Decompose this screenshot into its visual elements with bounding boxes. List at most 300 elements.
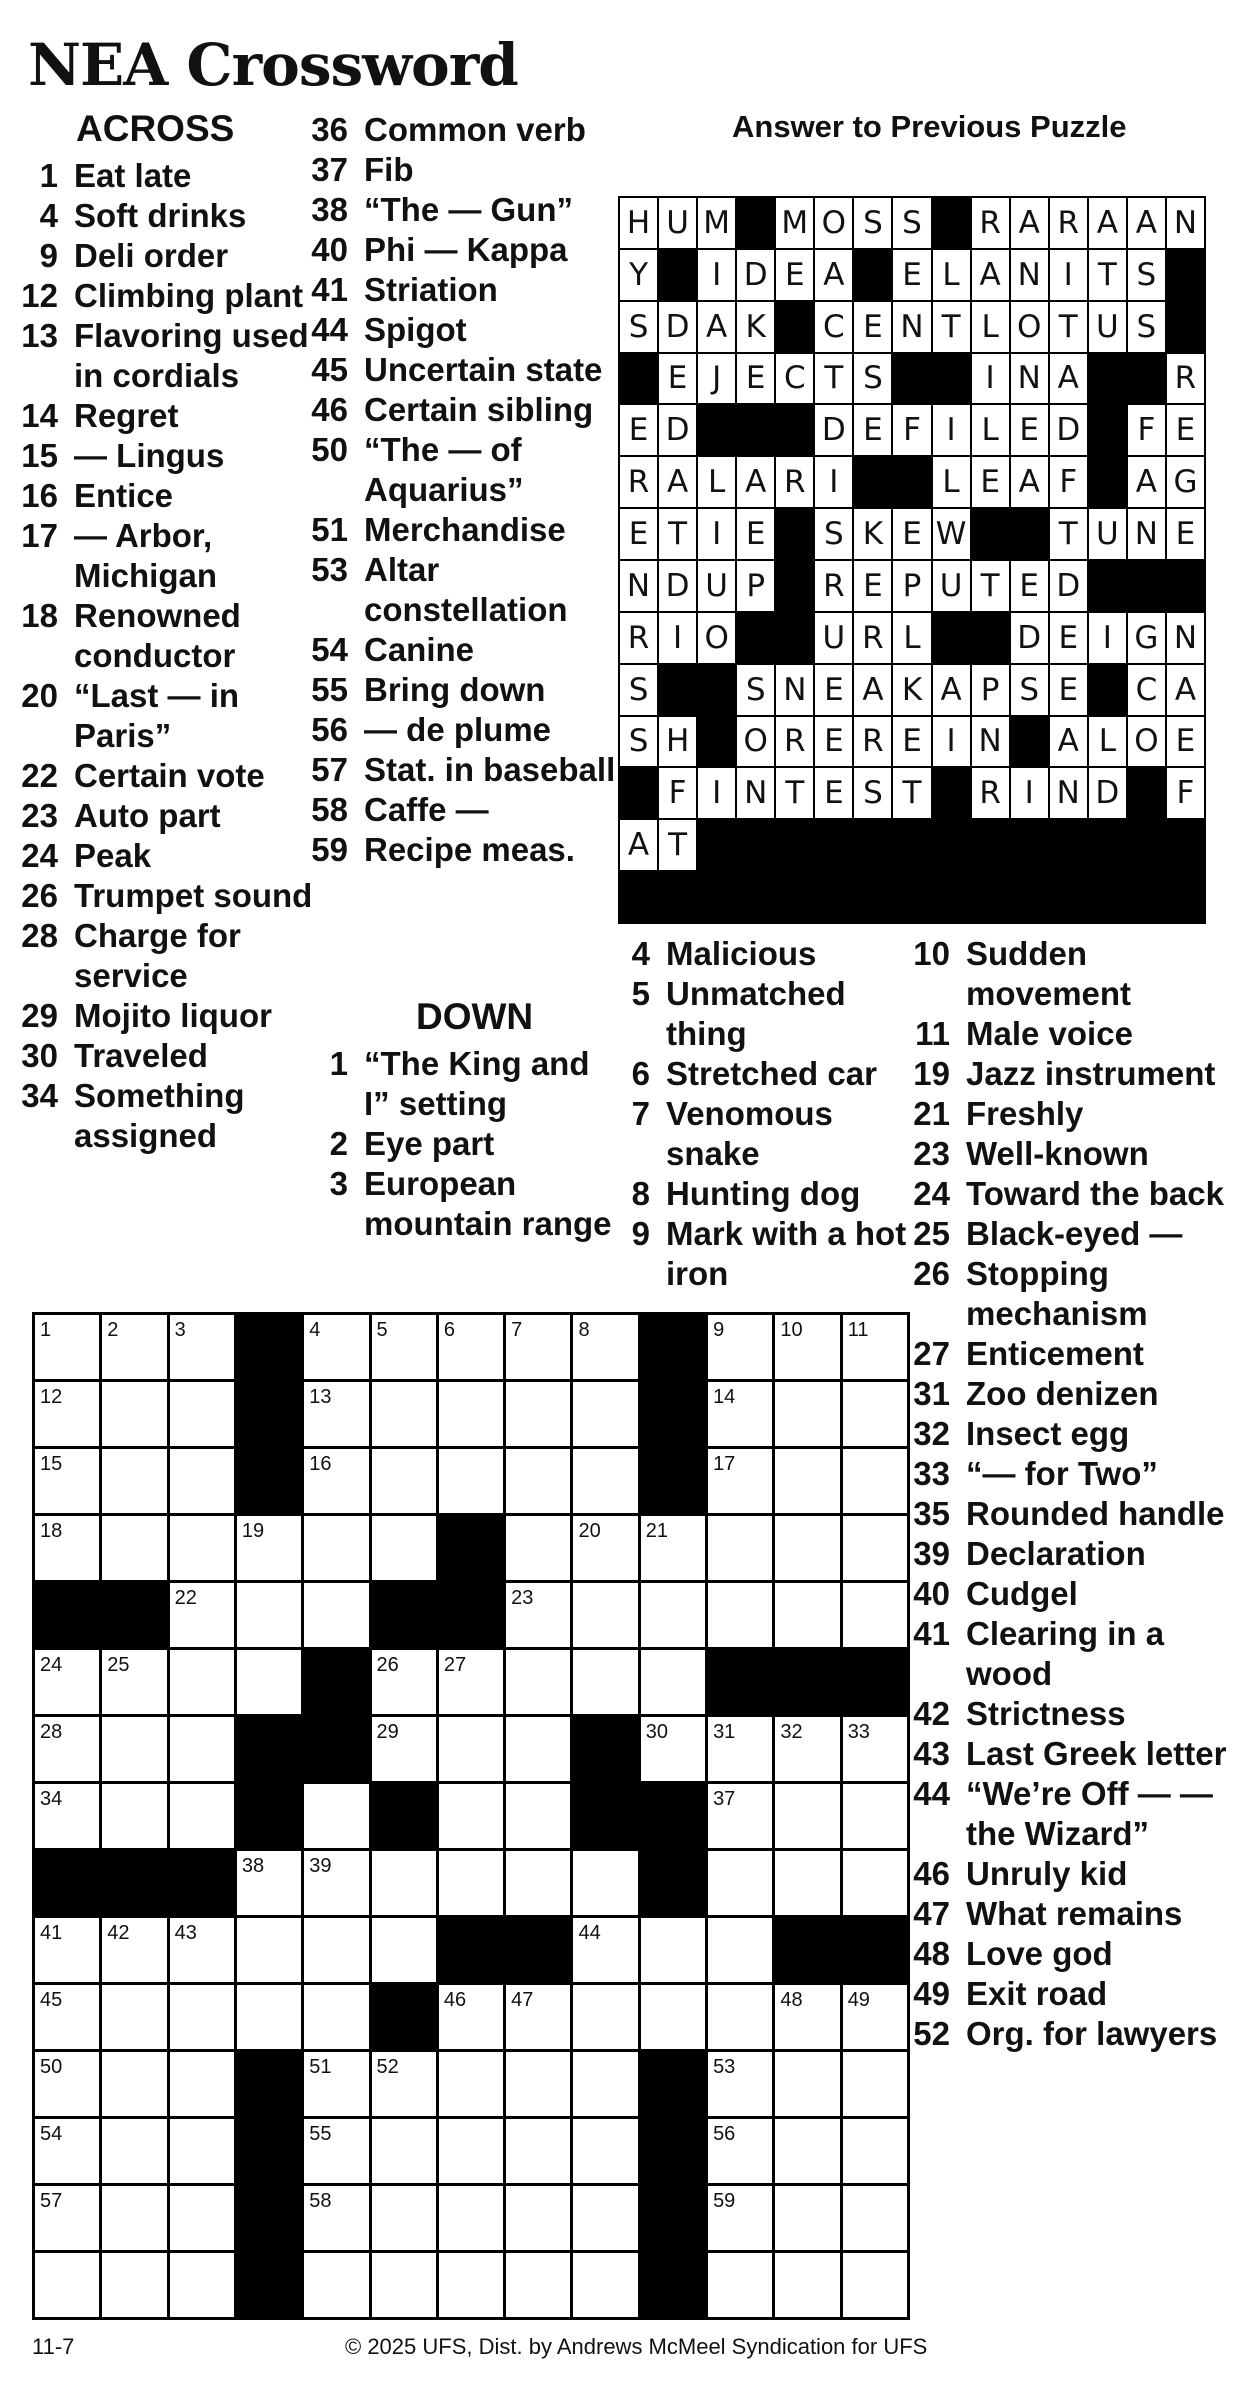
grid-cell[interactable] — [775, 2186, 839, 2250]
grid-cell[interactable] — [506, 1985, 570, 2049]
grid-cell[interactable] — [708, 1449, 772, 1513]
grid-cell[interactable] — [439, 1650, 503, 1714]
grid-cell[interactable] — [170, 2052, 234, 2116]
grid-cell[interactable] — [102, 1717, 166, 1781]
grid-cell[interactable] — [506, 1315, 570, 1379]
answer-letter: S — [815, 509, 852, 559]
grid-black-cell — [641, 1382, 705, 1446]
answer-letter: K — [737, 302, 774, 352]
answer-letter: T — [659, 820, 696, 870]
clue-number: 40 — [913, 1575, 950, 1612]
grid-cell[interactable] — [439, 1315, 503, 1379]
grid-cell[interactable] — [304, 1315, 368, 1379]
clue-number: 19 — [913, 1055, 950, 1092]
grid-cell[interactable] — [35, 2186, 99, 2250]
grid-cell[interactable] — [439, 2253, 503, 2317]
grid-cell[interactable] — [102, 2119, 166, 2183]
grid-cell[interactable] — [775, 1583, 839, 1647]
grid-cell[interactable] — [304, 1382, 368, 1446]
clue-number: 9 — [631, 1215, 650, 1252]
grid-cell[interactable] — [35, 1650, 99, 1714]
answer-black-cell — [659, 250, 696, 300]
clue-number: 16 — [21, 477, 58, 514]
grid-cell[interactable] — [237, 1650, 301, 1714]
answer-black-cell — [737, 198, 774, 248]
grid-cell[interactable] — [573, 1650, 637, 1714]
grid-black-cell — [237, 2052, 301, 2116]
answer-letter: L — [972, 302, 1009, 352]
answer-black-cell — [659, 665, 696, 715]
answer-letter: R — [620, 457, 657, 507]
answer-letter: A — [1167, 665, 1204, 715]
grid-cell[interactable] — [372, 2119, 436, 2183]
grid-black-cell — [237, 1784, 301, 1848]
grid-cell-number: 41 — [40, 1922, 63, 1944]
grid-cell[interactable] — [506, 2119, 570, 2183]
clue-item — [900, 2014, 1245, 2054]
grid-cell[interactable] — [708, 1851, 772, 1915]
grid-cell[interactable] — [843, 1382, 907, 1446]
grid-cell[interactable] — [372, 1717, 436, 1781]
grid-cell[interactable] — [843, 2186, 907, 2250]
grid-cell[interactable] — [439, 1784, 503, 1848]
grid-cell[interactable] — [372, 1516, 436, 1580]
grid-cell[interactable] — [843, 1784, 907, 1848]
grid-cell[interactable] — [573, 2052, 637, 2116]
answer-letter: D — [737, 250, 774, 300]
answer-letter: O — [1011, 302, 1048, 352]
answer-letter: U — [815, 613, 852, 663]
grid-cell[interactable] — [304, 2052, 368, 2116]
answer-letter: T — [659, 509, 696, 559]
clue-number: 26 — [21, 877, 58, 914]
grid-cell[interactable] — [35, 1382, 99, 1446]
grid-cell-number: 3 — [174, 1319, 186, 1341]
grid-black-cell — [372, 1583, 436, 1647]
grid-cell[interactable] — [843, 2253, 907, 2317]
clue-item — [900, 934, 1245, 1014]
grid-cell[interactable] — [506, 1650, 570, 1714]
grid-cell[interactable] — [170, 2119, 234, 2183]
grid-cell[interactable] — [237, 1918, 301, 1982]
grid-cell-number: 22 — [174, 1587, 197, 1609]
grid-cell[interactable] — [843, 1717, 907, 1781]
grid-cell[interactable] — [843, 2052, 907, 2116]
grid-cell[interactable] — [35, 1315, 99, 1379]
grid-cell[interactable] — [35, 2253, 99, 2317]
grid-cell[interactable] — [573, 1382, 637, 1446]
clue-text: Regret — [74, 397, 179, 434]
grid-cell[interactable] — [439, 2119, 503, 2183]
clue-item — [298, 110, 618, 150]
grid-cell-number: 59 — [713, 2190, 736, 2212]
grid-cell[interactable] — [439, 1717, 503, 1781]
grid-cell[interactable] — [35, 1784, 99, 1848]
across-heading: ACROSS — [76, 108, 235, 149]
grid-cell-number: 11 — [847, 1319, 869, 1341]
answer-black-cell — [1089, 354, 1126, 404]
grid-cell[interactable] — [439, 1382, 503, 1446]
clue-text: Exit road — [966, 1975, 1108, 2012]
grid-cell[interactable] — [506, 2052, 570, 2116]
clue-item — [600, 1054, 920, 1094]
grid-cell[interactable] — [237, 1583, 301, 1647]
answer-letter: A — [972, 250, 1009, 300]
grid-cell[interactable] — [506, 1449, 570, 1513]
grid-cell[interactable] — [708, 2186, 772, 2250]
grid-cell[interactable] — [775, 2052, 839, 2116]
clue-number: 43 — [913, 1735, 950, 1772]
answer-letter: K — [893, 665, 930, 715]
answer-letter: E — [620, 405, 657, 455]
grid-cell-number: 32 — [780, 1721, 803, 1743]
answer-black-cell — [776, 405, 813, 455]
answer-letter: E — [893, 250, 930, 300]
grid-cell[interactable] — [170, 1918, 234, 1982]
grid-cell[interactable] — [304, 1784, 368, 1848]
clue-number: 47 — [913, 1895, 950, 1932]
grid-cell[interactable] — [708, 1516, 772, 1580]
answer-black-cell — [737, 613, 774, 663]
grid-cell[interactable] — [506, 1717, 570, 1781]
clue-text: Renowned conductor — [74, 597, 241, 674]
clue-item — [900, 1454, 1245, 1494]
clue-item — [8, 196, 318, 236]
answer-letter: A — [1011, 198, 1048, 248]
grid-cell[interactable] — [170, 2253, 234, 2317]
answer-letter: T — [1089, 250, 1126, 300]
clue-item — [8, 1036, 318, 1076]
grid-cell[interactable] — [843, 1583, 907, 1647]
grid-black-cell — [641, 2253, 705, 2317]
clue-number: 25 — [913, 1215, 950, 1252]
clue-item — [8, 1076, 318, 1156]
answer-letter: E — [1167, 405, 1204, 455]
answer-letter: R — [1050, 198, 1087, 248]
answer-letter: I — [698, 509, 735, 559]
clue-text: Climbing plant — [74, 277, 304, 314]
grid-cell[interactable] — [708, 2119, 772, 2183]
grid-cell[interactable] — [372, 1851, 436, 1915]
grid-cell-number: 58 — [309, 2190, 332, 2212]
grid-cell[interactable] — [304, 1516, 368, 1580]
grid-black-cell — [843, 1650, 907, 1714]
grid-cell-number: 43 — [174, 1922, 197, 1944]
grid-cell[interactable] — [170, 2186, 234, 2250]
grid-cell[interactable] — [170, 1583, 234, 1647]
grid-cell[interactable] — [708, 1315, 772, 1379]
grid-cell[interactable] — [573, 1449, 637, 1513]
grid-cell[interactable] — [641, 1650, 705, 1714]
clue-number: 29 — [21, 997, 58, 1034]
grid-cell-number: 38 — [241, 1855, 265, 1877]
clue-number: 53 — [311, 551, 348, 588]
grid-cell[interactable] — [843, 1449, 907, 1513]
grid-cell[interactable] — [573, 1583, 637, 1647]
grid-cell[interactable] — [573, 2253, 637, 2317]
grid-cell[interactable] — [573, 1315, 637, 1379]
grid-cell[interactable] — [170, 1650, 234, 1714]
clue-text: Malicious — [666, 935, 817, 972]
grid-cell[interactable] — [304, 1449, 368, 1513]
grid-cell[interactable] — [102, 1784, 166, 1848]
grid-cell-number: 14 — [713, 1386, 736, 1408]
grid-cell[interactable] — [372, 2052, 436, 2116]
answer-letter: S — [620, 302, 657, 352]
grid-cell[interactable] — [506, 1516, 570, 1580]
clue-item — [8, 796, 318, 836]
answer-letter: E — [854, 302, 891, 352]
grid-cell[interactable] — [102, 1382, 166, 1446]
grid-cell[interactable] — [304, 1583, 368, 1647]
clue-text: Last Greek letter — [966, 1735, 1227, 1772]
grid-cell-number: 18 — [40, 1520, 63, 1542]
grid-cell[interactable] — [775, 1449, 839, 1513]
clue-number: 3 — [329, 1165, 348, 1202]
grid-cell-number: 33 — [847, 1721, 870, 1743]
clue-text: Jazz instrument — [966, 1055, 1216, 1092]
grid-cell[interactable] — [775, 2119, 839, 2183]
grid-cell[interactable] — [843, 1985, 907, 2049]
answer-letter: I — [659, 613, 696, 663]
grid-cell[interactable] — [102, 2253, 166, 2317]
grid-cell[interactable] — [372, 2186, 436, 2250]
grid-cell[interactable] — [439, 2186, 503, 2250]
grid-cell[interactable] — [641, 1918, 705, 1982]
grid-black-cell — [372, 1784, 436, 1848]
answer-letter: U — [698, 561, 735, 611]
answer-letter: N — [1011, 354, 1048, 404]
across-list-1 — [8, 156, 318, 1156]
answer-letter: L — [893, 613, 930, 663]
grid-cell-number: 19 — [241, 1520, 265, 1542]
grid-black-cell — [843, 1918, 907, 1982]
grid-cell[interactable] — [304, 2253, 368, 2317]
grid-cell[interactable] — [573, 2119, 637, 2183]
grid-cell[interactable] — [843, 1516, 907, 1580]
grid-cell[interactable] — [170, 1315, 234, 1379]
grid-cell[interactable] — [439, 1449, 503, 1513]
grid-cell[interactable] — [237, 1516, 301, 1580]
clue-item — [8, 596, 318, 676]
grid-cell-number: 1 — [40, 1319, 52, 1341]
grid-cell[interactable] — [372, 2253, 436, 2317]
grid-cell[interactable] — [775, 1516, 839, 1580]
answer-letter: A — [815, 250, 852, 300]
grid-cell[interactable] — [708, 1382, 772, 1446]
answer-letter: I — [698, 768, 735, 818]
grid-cell[interactable] — [372, 1315, 436, 1379]
answer-letter: F — [1050, 457, 1087, 507]
grid-cell-number: 51 — [309, 2056, 332, 2078]
grid-cell[interactable] — [641, 1717, 705, 1781]
answer-letter: O — [815, 198, 852, 248]
grid-cell-number: 53 — [713, 2056, 736, 2078]
answer-letter: E — [815, 768, 852, 818]
grid-cell[interactable] — [775, 1717, 839, 1781]
grid-cell[interactable] — [170, 1382, 234, 1446]
grid-cell[interactable] — [102, 1650, 166, 1714]
grid-cell[interactable] — [843, 1315, 907, 1379]
grid-cell[interactable] — [170, 1449, 234, 1513]
grid-cell[interactable] — [237, 1851, 301, 1915]
answer-letter: K — [854, 509, 891, 559]
clue-number: 5 — [631, 975, 650, 1012]
answer-letter: C — [776, 354, 813, 404]
clue-item — [298, 670, 618, 710]
clue-number: 12 — [21, 277, 58, 314]
clue-number: 20 — [21, 677, 58, 714]
grid-cell[interactable] — [708, 1918, 772, 1982]
grid-cell[interactable] — [775, 1985, 839, 2049]
clue-item — [8, 676, 318, 756]
clue-item — [8, 236, 318, 276]
grid-black-cell — [641, 2186, 705, 2250]
answer-letter: E — [815, 717, 852, 767]
grid-cell[interactable] — [102, 1985, 166, 2049]
clue-item — [900, 1494, 1245, 1534]
grid-cell[interactable] — [372, 1382, 436, 1446]
grid-cell[interactable] — [102, 1918, 166, 1982]
grid-cell[interactable] — [35, 1918, 99, 1982]
grid-cell[interactable] — [102, 1315, 166, 1379]
grid-cell[interactable] — [35, 1985, 99, 2049]
grid-cell[interactable] — [843, 2119, 907, 2183]
answer-black-cell — [776, 561, 813, 611]
grid-cell[interactable] — [372, 1449, 436, 1513]
grid-black-cell — [573, 1717, 637, 1781]
clue-item — [298, 190, 618, 230]
grid-cell[interactable] — [708, 1985, 772, 2049]
grid-cell[interactable] — [641, 1583, 705, 1647]
grid-cell[interactable] — [506, 2253, 570, 2317]
grid-cell[interactable] — [35, 2119, 99, 2183]
clue-text: Soft drinks — [74, 197, 247, 234]
clue-text: Common verb — [364, 111, 586, 148]
answer-letter: E — [1050, 665, 1087, 715]
grid-cell[interactable] — [170, 1516, 234, 1580]
answer-letter: M — [776, 198, 813, 248]
answer-black-cell — [854, 457, 891, 507]
grid-cell[interactable] — [708, 1717, 772, 1781]
answer-letter: T — [972, 561, 1009, 611]
grid-cell[interactable] — [775, 1851, 839, 1915]
grid-cell[interactable] — [506, 2186, 570, 2250]
grid-cell[interactable] — [102, 1516, 166, 1580]
grid-cell-number: 57 — [40, 2190, 63, 2212]
grid-cell-number: 10 — [780, 1319, 803, 1341]
grid-cell[interactable] — [641, 1985, 705, 2049]
clue-number: 13 — [21, 317, 58, 354]
grid-cell[interactable] — [775, 1382, 839, 1446]
grid-cell[interactable] — [506, 1583, 570, 1647]
grid-cell[interactable] — [641, 1516, 705, 1580]
answer-letter: R — [620, 613, 657, 663]
answer-letter: C — [1128, 665, 1165, 715]
grid-cell[interactable] — [843, 1851, 907, 1915]
answer-letter: A — [1011, 457, 1048, 507]
grid-cell-number: 42 — [107, 1922, 130, 1944]
grid-cell[interactable] — [775, 1315, 839, 1379]
grid-cell[interactable] — [304, 1918, 368, 1982]
grid-cell[interactable] — [708, 2253, 772, 2317]
clue-text: Stopping mechanism — [966, 1255, 1148, 1332]
grid-cell[interactable] — [170, 1717, 234, 1781]
answer-black-cell — [972, 613, 1009, 663]
grid-cell[interactable] — [35, 1516, 99, 1580]
grid-cell[interactable] — [237, 1985, 301, 2049]
grid-cell[interactable] — [775, 2253, 839, 2317]
answer-letter: I — [972, 354, 1009, 404]
grid-black-cell — [237, 2119, 301, 2183]
answer-letter: N — [776, 665, 813, 715]
grid-cell[interactable] — [573, 1985, 637, 2049]
clue-item — [298, 310, 618, 350]
grid-cell[interactable] — [102, 2052, 166, 2116]
grid-cell[interactable] — [372, 1650, 436, 1714]
grid-cell[interactable] — [102, 1449, 166, 1513]
answer-black-cell — [1089, 665, 1126, 715]
grid-cell[interactable] — [439, 2052, 503, 2116]
grid-cell[interactable] — [304, 2119, 368, 2183]
grid-cell[interactable] — [506, 1851, 570, 1915]
answer-letter: A — [659, 457, 696, 507]
grid-cell[interactable] — [708, 2052, 772, 2116]
grid-cell[interactable] — [35, 2052, 99, 2116]
clue-text: Certain sibling — [364, 391, 594, 428]
clue-text: “Last — in Paris” — [74, 677, 240, 754]
grid-cell[interactable] — [304, 1851, 368, 1915]
grid-cell[interactable] — [573, 1851, 637, 1915]
grid-cell[interactable] — [708, 1784, 772, 1848]
answer-letter: A — [1050, 354, 1087, 404]
grid-cell[interactable] — [573, 2186, 637, 2250]
grid-cell-number: 20 — [578, 1520, 601, 1542]
grid-cell-number: 34 — [40, 1788, 63, 1810]
grid-cell[interactable] — [708, 1583, 772, 1647]
grid-cell-number: 50 — [40, 2056, 63, 2078]
grid-cell-number: 24 — [40, 1654, 63, 1676]
grid-cell[interactable] — [170, 1985, 234, 2049]
answer-letter: O — [698, 613, 735, 663]
grid-cell[interactable] — [506, 1784, 570, 1848]
grid-cell[interactable] — [372, 1918, 436, 1982]
grid-cell[interactable] — [304, 2186, 368, 2250]
grid-cell[interactable] — [35, 1449, 99, 1513]
grid-cell[interactable] — [170, 1784, 234, 1848]
clue-number: 8 — [631, 1175, 650, 1212]
answer-letter: A — [1128, 457, 1165, 507]
grid-cell[interactable] — [573, 1516, 637, 1580]
grid-black-cell — [506, 1918, 570, 1982]
answer-letter: S — [1011, 665, 1048, 715]
grid-cell[interactable] — [304, 1985, 368, 2049]
grid-cell[interactable] — [439, 1851, 503, 1915]
answer-letter: W — [933, 509, 970, 559]
grid-cell[interactable] — [506, 1382, 570, 1446]
grid-cell[interactable] — [775, 1784, 839, 1848]
grid-cell[interactable] — [439, 1985, 503, 2049]
answer-letter: N — [1167, 198, 1204, 248]
answer-letter: A — [1089, 198, 1126, 248]
grid-black-cell — [237, 2253, 301, 2317]
grid-cell[interactable] — [35, 1717, 99, 1781]
grid-cell[interactable] — [573, 1918, 637, 1982]
grid-cell[interactable] — [102, 2186, 166, 2250]
clue-item — [8, 916, 318, 996]
clue-item — [298, 510, 618, 550]
clue-item — [900, 1094, 1245, 1134]
